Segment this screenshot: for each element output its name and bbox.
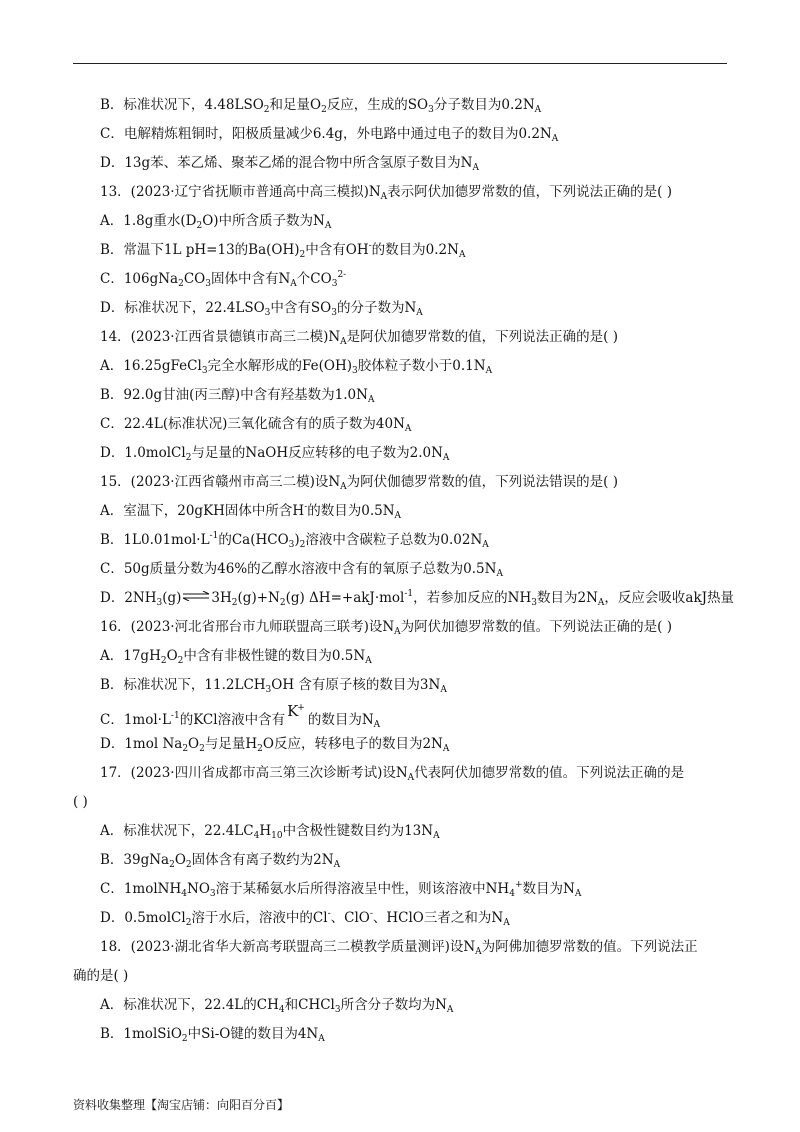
footer-source: 资料收集整理【淘宝店铺：向阳百分百】	[73, 1098, 290, 1112]
q15-option-c: C．50g质量分数为46%的乙醇水溶液中含有的氧原子总数为$0.5N_A$	[100, 561, 503, 579]
q14-option-d: D．1.0molCl$_2$与足量的NaOH反应转移的电子数为$2.0N_A$	[100, 445, 450, 463]
equilibrium-arrow-icon	[181, 591, 211, 601]
q17-option-b: B．$39gNa_2O_2$固体含有离子数约为$2N_A$	[100, 852, 341, 870]
q18-option-a: A．标准状况下，22.4L的$CH_4$和CHCl$_3$所含分子数均为$N_A$	[100, 997, 454, 1015]
q17-option-a: A．标准状况下，$22.4LC_4H_{10}$中含极性键数目约为$13N_A$	[100, 823, 440, 841]
question-13: 13．(2023·辽宁省抚顺市普通高中高三模拟)$N_A$表示阿伏加德罗常数的值，下列说法正确的是( )	[100, 184, 672, 202]
q17-option-c: C．$1molNH_4NO_3$溶于某稀氨水后所得溶液呈中性，则该溶液中$NH_4^+$数目为$N_A$	[100, 880, 582, 899]
q15-option-d: D．$2NH_3(g)$ $3H_2(g)+N_2(g)$ ΔH=+akJ·mol$^{-1}$，若参加反应的$NH_3$数目为$2N_A$，反应会吸收akJ热量	[100, 589, 735, 608]
q14-option-a: A．16.25gFeCl$_3$完全水解形成的$Fe(OH)_3$胶体粒子数小于$0.1N_A$	[100, 358, 493, 376]
q13-option-c: C．$106gNa_2CO_3$固体中含有$N_A$个$CO_3^{2-}$	[100, 270, 347, 289]
q16-option-c: C．$1mol\cdot L^{-1}$的KCl溶液中含有 K+的数目为$N_A$	[100, 702, 381, 730]
option-c-copper: C．电解精炼粗铜时，阳极质量减少6.4g，外电路中通过电子的数目为$0.2N_A$	[100, 126, 559, 144]
q14-option-c: C．22.4L(标准状况)三氧化硫含有的质子数为$40N_A$	[100, 416, 412, 434]
option-d-benzene: D．13g苯、苯乙烯、聚苯乙烯的混合物中所含氢原子数目为$N_A$	[100, 155, 479, 173]
option-b-so2: B．标准状况下，$4.48LSO_2$和足量$O_2$反应，生成的$SO_3$分子数目为$0.2N_A$	[100, 97, 542, 115]
q17-option-d: D．0.5molCl$_2$溶于水后，溶液中的Cl-、ClO-、HClO三者之和为$N_A$	[100, 909, 510, 928]
question-17: 17．(2023·四川省成都市高三第三次诊断考试)设$N_A$代表阿伏加德罗常数的值。下列说法正确的是	[100, 765, 685, 783]
question-18-cont: 确的是( )	[73, 968, 129, 984]
q16-option-d: D．1mol $Na_2O_2$与足量$H_2O$反应，转移电子的数目为$2N_A$	[100, 736, 450, 754]
header-rule	[73, 63, 727, 64]
q13-option-b: B．常温下1L pH=13的$Ba(OH)_2$中含有OH-的数目为$0.2N_A$	[100, 241, 466, 260]
question-18: 18．(2023·湖北省华大新高考联盟高三二模教学质量测评)设$N_A$为阿佛加德罗常数的值。下列说法正	[100, 939, 698, 957]
q15-option-b: B．$1L0.01mol\cdot L^{-1}$的$Ca(HCO_3)_2$溶液中含碳粒子总数为$0.02N_A$	[100, 531, 489, 550]
q13-option-a: A．1.8g重水$(D_2O)$中所含质子数为$N_A$	[100, 213, 332, 231]
q15-option-a: A．室温下，20gKH固体中所含H-的数目为$0.5N_A$	[100, 502, 402, 521]
q13-option-d: D．标准状况下，$22.4LSO_3$中含有$SO_3$的分子数为$N_A$	[100, 300, 423, 318]
q14-option-b: B．92.0g甘油(丙三醇)中含有羟基数为$1.0N_A$	[100, 387, 375, 405]
question-16: 16．(2023·河北省邢台市九师联盟高三联考)设$N_A$为阿伏加德罗常数的值。下列说法正确的是( )	[100, 619, 672, 637]
q16-option-b: B．标准状况下，$11.2LCH_3OH$ 含有原子核的数目为$3N_A$	[100, 677, 447, 695]
question-15: 15．(2023·江西省赣州市高三二模)设$N_A$为阿伏伽德罗常数的值，下列说法错误的是( )	[100, 474, 618, 492]
question-14: 14．(2023·江西省景德镇市高三二模)$N_A$是阿伏加德罗常数的值，下列说法正确的是( )	[100, 329, 618, 347]
q18-option-b: B．1molSiO$_2$中Si-O键的数目为$4N_A$	[100, 1026, 325, 1044]
q16-option-a: A．$17gH_2O_2$中含有非极性键的数目为$0.5N_A$	[100, 648, 372, 666]
question-17-paren: ( )	[73, 794, 88, 810]
